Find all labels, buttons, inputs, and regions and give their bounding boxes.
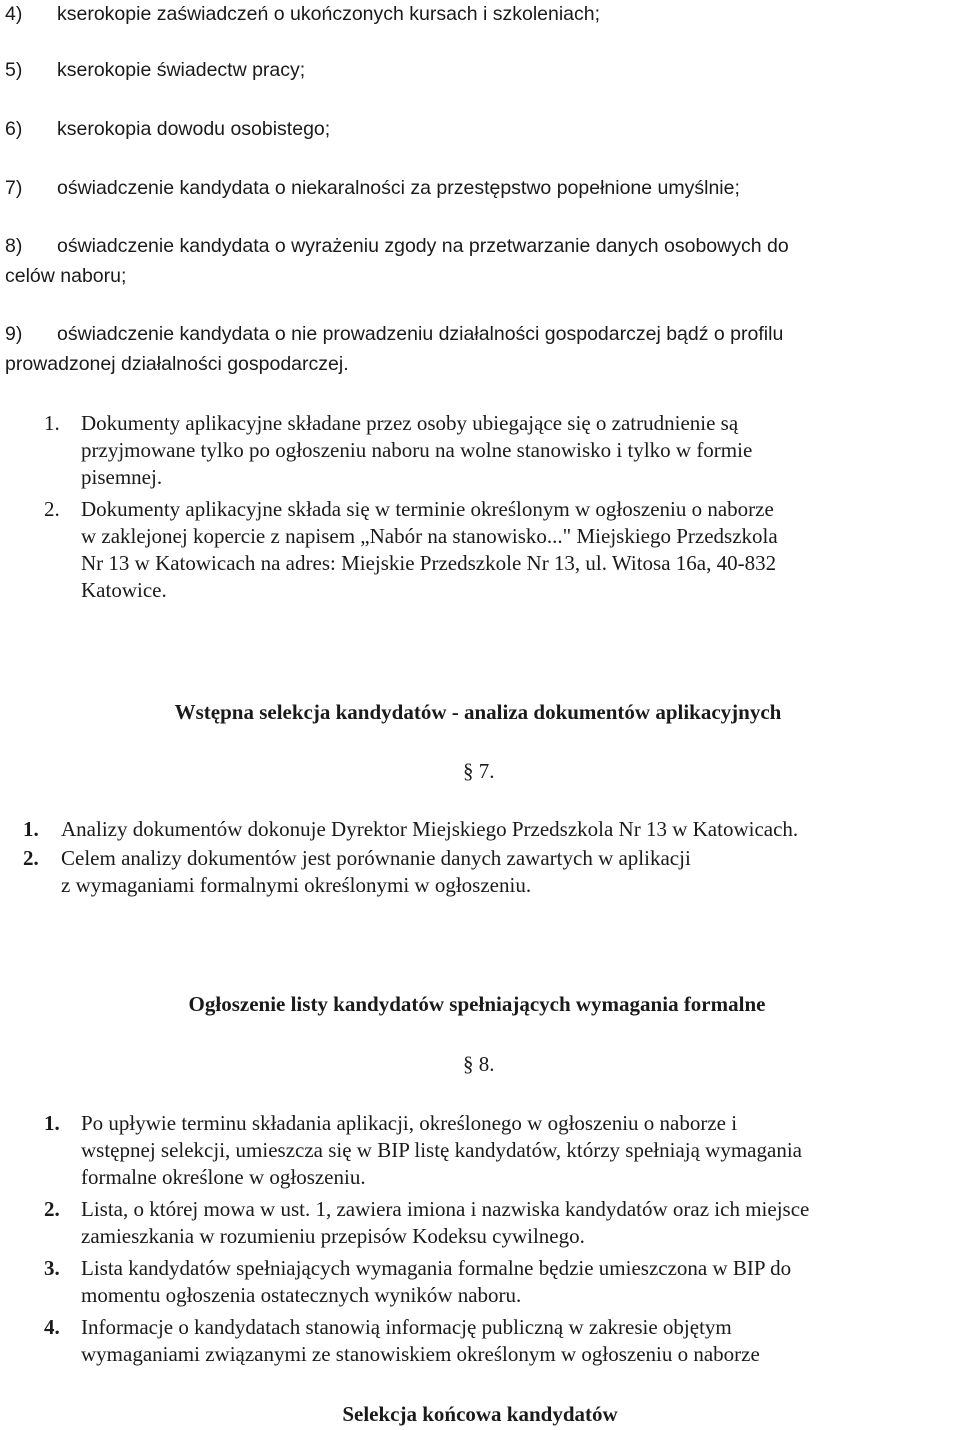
paragraph-number: § 7. [463,759,495,783]
section-heading: Wstępna selekcja kandydatów - analiza dokumentów aplikacyjnych [174,700,782,724]
list-item-continuation: celów naboru; [5,265,127,287]
paragraph-number: § 8. [463,1052,495,1076]
list-item: 7) oświadczenie kandydata o niekaralności za przestępstwo popełnione umyślnie; [5,177,740,199]
list-item-continuation: prowadzonej działalności gospodarczej. [5,353,349,375]
numbered-paragraph: 2. Lista, o której mowa w ust. 1, zawiera imiona i nazwiska kandydatów oraz ich miejsce zamieszkania w rozumieniu przepisów Kodeksu cywilnego. [44,1197,810,1248]
numbered-paragraph: 1. Po upływie terminu składania aplikacji, określonego w ogłoszeniu o naborze i wstępnej selekcji, umieszcza się w BIP listę kandydatów, którzy spełniają wymagania formalne określone w ogłoszeniu. [44,1111,802,1189]
numbered-paragraph: 1. Dokumenty aplikacyjne składane przez osoby ubiegające się o zatrudnienie są przyjmowane tylko po ogłoszeniu naboru na wolne stanowisko i tylko w formie pisemnej. [44,411,753,489]
numbered-paragraph: 3. Lista kandydatów spełniających wymagania formalne będzie umieszczona w BIP do momentu ogłoszenia ostatecznych wyników naboru. [44,1256,792,1307]
section-heading: Ogłoszenie listy kandydatów spełniających wymagania formalne [188,992,766,1016]
list-item: 8) oświadczenie kandydata o wyrażeniu zgody na przetwarzanie danych osobowych do [5,235,789,257]
numbered-paragraph: 4. Informacje o kandydatach stanowią informację publiczną w zakresie objętym wymaganiami związanymi ze stanowiskiem określonym w ogłoszeniu o naborze [44,1315,760,1366]
list-item: 6) kserokopia dowodu osobistego; [5,118,331,140]
numbered-paragraph: 2. Dokumenty aplikacyjne składa się w terminie określonym w ogłoszeniu o naborze w zaklejonej kopercie z napisem „Nabór na stanowisko..." Miejskiego Przedszkola Nr 13 w Katowicach na adres: Miejskie Przedszkole Nr 13, ul. Witosa 16a, 40-832 Katowice. [44,497,778,602]
list-item: 4) kserokopie zaświadczeń o ukończonych kursach i szkoleniach; [5,3,601,25]
list-item: 9) oświadczenie kandydata o nie prowadzeniu działalności gospodarczej bądź o profilu [5,323,784,345]
numbered-paragraph: 1. Analizy dokumentów dokonuje Dyrektor Miejskiego Przedszkola Nr 13 w Katowicach. [23,817,799,841]
list-item: 5) kserokopie świadectw pracy; [5,59,306,81]
section-heading: Selekcja końcowa kandydatów [342,1402,618,1426]
numbered-paragraph: 2. Celem analizy dokumentów jest porównanie danych zawartych w aplikacji z wymaganiami formalnymi określonymi w ogłoszeniu. [23,846,691,897]
